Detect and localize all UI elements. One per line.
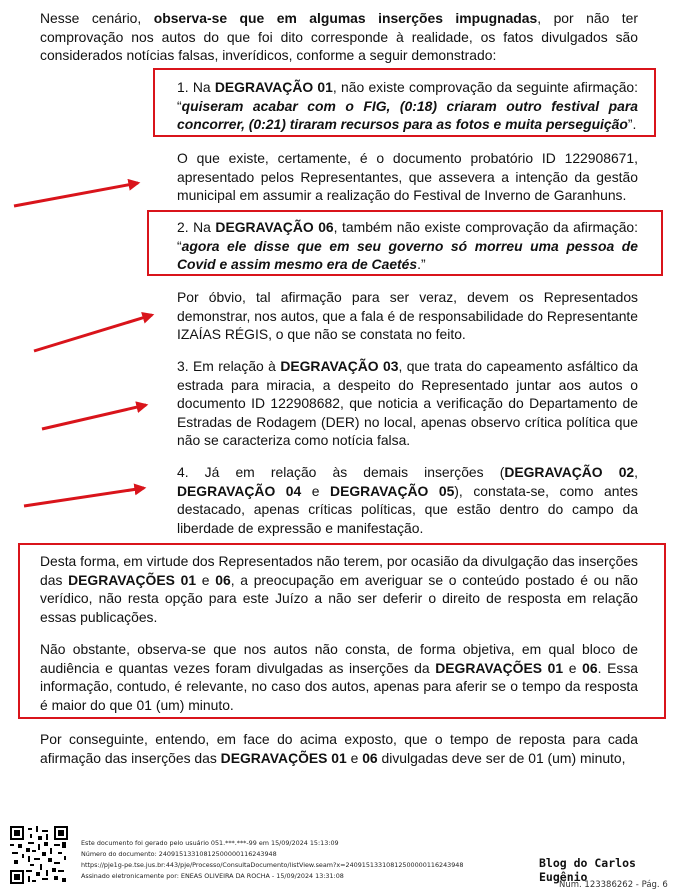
obvio-paragraph: Por óbvio, tal afirmação para ser veraz, devem os Representados demonstrar, nos autos, que a fala é de responsabilidade do Representante IZAÍAS RÉGIS, o que não se constata no feito. <box>177 289 638 343</box>
conclusion-2-text-3: . Essa informação, contudo, é relevante, no caso dos autos, apenas para aferir se o tempo da resposta é maior do que 01 (um) minuto. <box>40 659 638 713</box>
document-paragraph: O que existe, certamente, é o documento probatório ID 122908671, apresentado pelos Representantes, que assevera a intenção da gestão municipal em assumir a realização do Festival de Inverno de Garanhuns. <box>177 150 638 204</box>
footer-generated: Este documento foi gerado pelo usuário 051.***.***-99 em 15/09/2024 15:13:09 <box>81 839 339 847</box>
intro-bold: observa-se que em algumas inserções impugnadas <box>153 10 538 26</box>
red-arrow-icon <box>24 488 144 506</box>
footer-doc-number: Número do documento: 24091513310812500000116243948 <box>81 850 277 858</box>
item-4-text-3: e <box>301 482 331 499</box>
intro-text: Nesse cenário, <box>40 10 154 26</box>
item-1-label: DEGRAVAÇÃO 01 <box>214 79 333 95</box>
red-arrow-icon <box>14 183 138 206</box>
item-3-text-2: , que trata do capeamento asfáltico da estrada para miracia, a despeito do Representado juntar aos autos o documento ID 122908682, que noticia a verificação do Departamento de Estradas de Rodagem (DER) no local, apenas observo crítica política que não se caracteriza como notícia falsa. <box>177 358 638 449</box>
item-3-text: 3. Em relação à <box>177 358 281 374</box>
item-2-quote: agora ele disse que em seu governo só morreu uma pessoa de Covid e assim mesmo era de Caetés <box>177 237 638 273</box>
item-4-text-2: , <box>634 464 638 480</box>
item-3-label: DEGRAVAÇÃO 03 <box>280 358 399 374</box>
conclusion-2-text-2: e <box>563 659 583 676</box>
page-number: Num. 123386262 - Pág. 6 <box>559 880 668 890</box>
item-4-label-2: DEGRAVAÇÃO 04 <box>177 482 302 499</box>
final-text-2: e <box>346 749 363 766</box>
final-text: Por conseguinte, entendo, em face do acima exposto, que o tempo de reposta para cada afirmação das inserções das <box>40 731 638 766</box>
final-text-3: divulgadas deve ser de 01 (um) minuto, <box>377 749 626 766</box>
item-2-label: DEGRAVAÇÃO 06 <box>215 219 334 235</box>
footer-signature: Assinado eletronicamente por: ENEAS OLIVEIRA DA ROCHA - 15/09/2024 13:31:08 <box>81 872 344 880</box>
conclusion-2-label-2: 06 <box>582 659 598 676</box>
conclusion-1-label-2: 06 <box>215 571 231 588</box>
conclusion-1-text-3: , a preocupação em averiguar se o conteúdo postado é ou não verídico, não resta opção para este Juízo a não ser deferir o direito de resposta em relação essas publicações. <box>40 571 639 625</box>
blog-watermark: Blog do Carlos Eugênio <box>539 856 636 884</box>
item-2-text-2: , também não existe comprovação da afirmação: “ <box>177 219 639 254</box>
item-4-text-4: ), constata-se, como antes destacado, apenas críticas políticas, que estão dentro do campo da liberdade de expressão e manifestação. <box>177 482 638 536</box>
red-arrow-icon <box>34 315 152 351</box>
conclusion-1-text-2: e <box>196 571 216 588</box>
red-arrow-icon <box>42 405 146 429</box>
item-1-text-3: ”. <box>627 116 637 133</box>
item-4-label-3: DEGRAVAÇÃO 05 <box>330 482 455 499</box>
final-label: DEGRAVAÇÕES 01 <box>220 749 347 766</box>
item-2-text: 2. Na <box>177 219 216 235</box>
footer-url[interactable]: https://pje1g-pe.tse.jus.br:443/pje/Processo/ConsultaDocumento/listView.seam?x=24091513310812500000116243948 <box>81 861 464 869</box>
item-4-text: 4. Já em relação às demais inserções ( <box>177 464 505 480</box>
final-label-2: 06 <box>362 749 378 766</box>
item-1-text: 1. Na <box>177 79 215 95</box>
conclusion-1-text: Desta forma, em virtude dos Representados não terem, por ocasião da divulgação das inserções das <box>40 553 638 588</box>
item-2-text-3: .” <box>417 256 426 273</box>
item-1-text-2: , não existe comprovação da seguinte afirmação: “ <box>177 79 639 114</box>
conclusion-2-text: Não obstante, observa-se que nos autos não consta, de forma objetiva, em qual bloco de audiência e quantas vezes foram divulgadas as inserções da <box>40 641 638 676</box>
item-1-quote: quiseram acabar com o FIG, (0:18) criaram outro festival para concorrer, (0:21) tiraram recursos para as fotos e muita perseguição <box>177 97 638 133</box>
item-4-label-1: DEGRAVAÇÃO 02 <box>504 464 635 480</box>
conclusion-1-label: DEGRAVAÇÕES 01 <box>68 571 197 588</box>
conclusion-2-label: DEGRAVAÇÕES 01 <box>435 659 564 676</box>
qr-code-icon <box>10 826 68 884</box>
intro-text-end: , por não ter comprovação nos autos do que foi dito corresponde à realidade, os fatos divulgados são considerados notícias falsas, inverídicos, conforme a seguir demonstrado: <box>40 10 638 64</box>
